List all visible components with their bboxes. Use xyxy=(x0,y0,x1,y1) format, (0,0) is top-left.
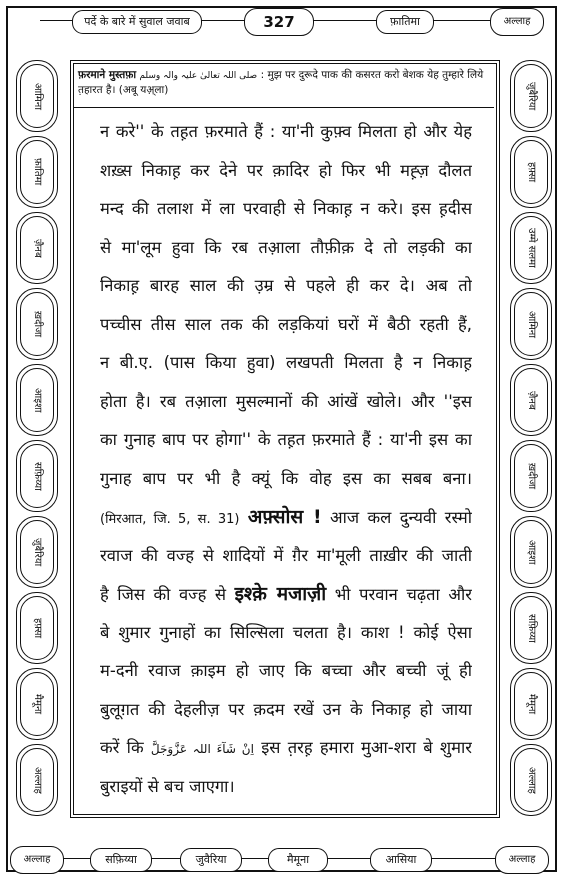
ishq-line xyxy=(100,575,472,614)
footer-tab: आसिया xyxy=(370,848,432,872)
left-oval: फ़ातिमा xyxy=(16,136,58,208)
reference-line xyxy=(100,498,472,537)
right-oval: आइशा xyxy=(510,516,552,588)
left-oval: हफ़्सा xyxy=(16,592,58,664)
body-line: न बी.ए. (पास किया हुवा) लखपती मिलता है न निकाह़ xyxy=(100,353,472,372)
left-ornament-column xyxy=(8,60,64,818)
hadith-notice xyxy=(74,66,494,108)
body-line: बे शुमार गुनाहों का सिल्सिला चलता है। काश ! कोई ऐसा xyxy=(100,622,472,642)
citation: (मिरआत, जि. 5, स. 31) xyxy=(100,512,240,527)
left-oval: ज़ैनब xyxy=(16,212,58,284)
right-oval: हफ़्सा xyxy=(510,136,552,208)
emphasis-ishq: इश्क़े मजाज़ी xyxy=(234,583,327,605)
body-line: निकाह़ बारह साल की उ़म्र से पहले ही कर दे। अब तो xyxy=(100,276,472,295)
page-body xyxy=(100,113,472,806)
body-line: गुनाह बाप पर भी है क्यूं कि वोह इस का सबब बना। xyxy=(100,468,472,488)
notice-lead: फ़रमाने मुस्तफ़ा xyxy=(78,69,137,81)
right-oval: ख़दीजा xyxy=(510,440,552,512)
left-oval: आमिना xyxy=(16,60,58,132)
left-oval: ख़दीजा xyxy=(16,288,58,360)
insha-line xyxy=(100,729,472,768)
footer-tab: जुवैरिया xyxy=(180,848,242,872)
page-number: 327 xyxy=(244,8,314,36)
right-oval: ज़ैनब xyxy=(510,364,552,436)
body-line: रवाज की वज्ह से शादियों में ग़ैर मा'मूली ताख़ीर की जाती xyxy=(100,545,472,565)
body-line: से मा'लूम हुवा कि रब तआ़ला तौफ़ीक़ दे तो लड़की का xyxy=(100,237,472,257)
body-line: होता है। रब तआ़ला मुसल्मानों की आंखें खोले। और ''इस xyxy=(100,391,472,411)
footer-tab: मैमूना xyxy=(268,848,328,872)
left-oval: ज़ुबैरिया xyxy=(16,516,58,588)
left-oval: अल्लाह xyxy=(16,744,58,816)
footer-tab: सफ़िय्या xyxy=(90,848,152,872)
right-ornament-column xyxy=(502,60,558,818)
right-oval: सफ़िय्या xyxy=(510,592,552,664)
body-line: म-दनी रवाज क़ाइम हो जाए कि बच्चा और बच्ची जूं ही xyxy=(100,661,472,680)
emphasis-afsos: अफ़्सोस ! xyxy=(247,506,322,528)
right-oval: मैमूना xyxy=(510,668,552,740)
body-line: शख़्स निकाह़ कर देने पर क़ादिर हो फिर भी मह़्ज़ दौलत xyxy=(100,160,472,180)
insha-arabic: اِنْ شَآءَ اللہ عَزَّوَجَلَّ xyxy=(150,742,254,756)
ref-line-rest: आज कल दुन्यवी रस्मो xyxy=(330,508,472,527)
left-oval: आइशा xyxy=(16,364,58,436)
header-book-title: पर्दे के बारे में सुवाल जवाब xyxy=(72,10,202,34)
body-line: का गुनाह बाप पर होगा'' के तह़त फ़रमाते हैं : या'नी इस का xyxy=(100,430,472,449)
insha-after: इस त़रह़ हमारा मुआ-शरा बे शुमार xyxy=(261,738,472,757)
left-oval: सफ़िय्या xyxy=(16,440,58,512)
notice-text: : मुझ पर दुरूदे पाक की कसरत करो बेशक येह तुम्हारे लिये त़हारत है। (अबू यअ़्ला) xyxy=(78,69,484,96)
footer-corner-right: अल्लाह xyxy=(495,846,549,874)
right-oval: अल्लाह xyxy=(510,744,552,816)
header-corner-ornament: अल्लाह xyxy=(490,8,544,36)
footer-corner-left: अल्लाह xyxy=(10,846,64,874)
left-oval: मैमूना xyxy=(16,668,58,740)
body-line-last: बुराइयों से बच जाएगा। xyxy=(100,776,235,796)
insha-before: करें कि xyxy=(100,738,144,757)
notice-salutation: صلی اللہ تعالیٰ علیہ والہ وسلم xyxy=(139,71,258,81)
right-oval: उम्मे सलमा xyxy=(510,212,552,284)
right-oval: ज़ुबैरिया xyxy=(510,60,552,132)
body-line: मन्द की तलाश में ला परवाही से निकाह़ न करे। इस ह़दीस xyxy=(100,199,472,218)
body-line: न करे'' के तह़त फ़रमाते हैं : या'नी कुफ़्व मिलता हो और येह xyxy=(100,122,472,141)
ishq-before: है जिस की वज्ह से xyxy=(100,585,227,604)
body-line: पच्चीस तीस साल तक की लड़कियां घरों में बैठी रहती हैं, xyxy=(100,314,472,334)
ishq-after: भी परवान चढ़ता और xyxy=(334,585,472,604)
body-line: बुलूग़त की देहलीज़ पर क़दम रखें उन के निकाह़ हो जाया xyxy=(100,699,472,719)
right-oval: आमिना xyxy=(510,288,552,360)
header-name-tab: फ़ातिमा xyxy=(376,10,434,34)
